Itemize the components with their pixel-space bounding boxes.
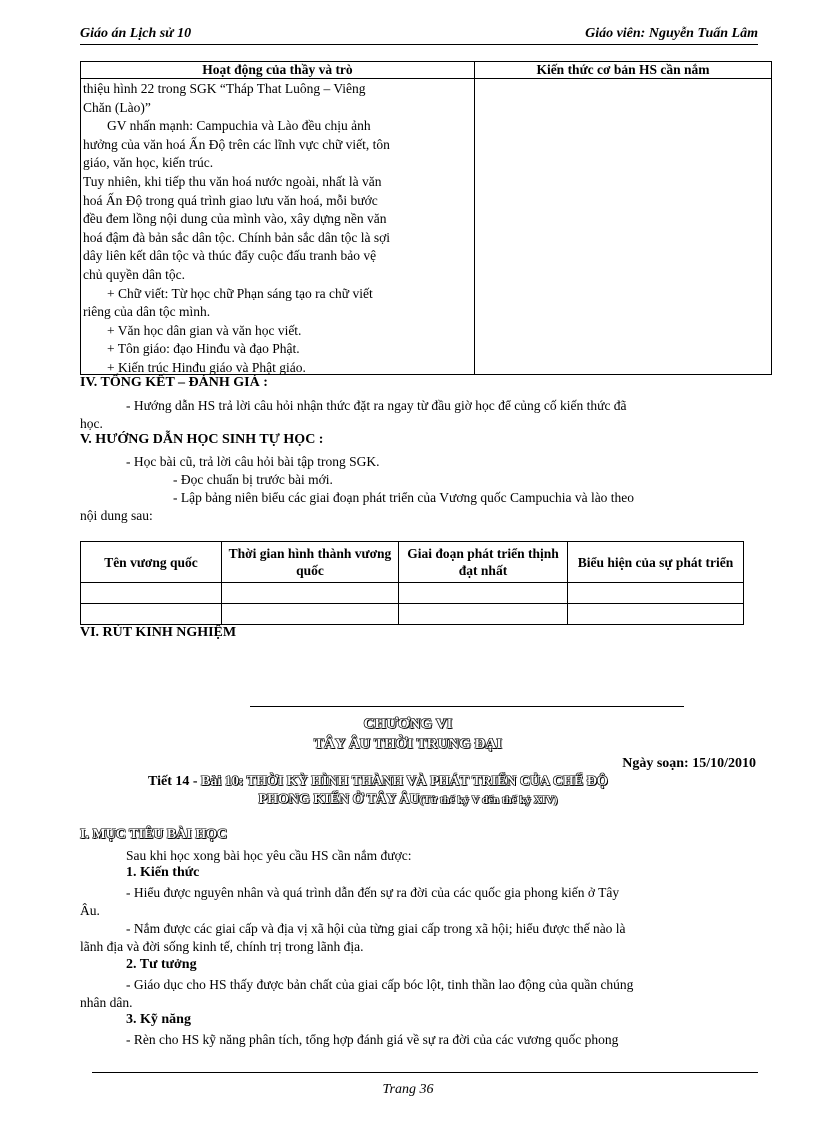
chapter-title: CHƯƠNG VI xyxy=(363,716,453,732)
chapter-subtitle: TÂY ÂU THỜI TRUNG ĐẠI xyxy=(313,736,503,752)
skills-heading: 3. Kỹ năng xyxy=(126,1012,191,1027)
activity-table xyxy=(80,61,772,375)
cell-line: đều đem lồng nội dung của mình vào, xây dựng nền văn xyxy=(83,211,387,227)
knowledge-line: lãnh địa và đời sống kinh tế, chính trị trong lãnh địa. xyxy=(80,939,364,954)
divider xyxy=(250,706,684,707)
lesson-title-line1: Bài 10: THỜI KỲ HÌNH THÀNH VÀ PHÁT TRIỂN CỦA CHẾ ĐỘ xyxy=(201,774,608,789)
section-4-line: - Hướng dẫn HS trả lời câu hỏi nhận thức đặt ra ngay từ đầu giờ học để củng cố kiến thức đã xyxy=(126,398,627,413)
knowledge-line: Âu. xyxy=(80,903,100,918)
cell-line: chủ quyền dân tộc. xyxy=(83,266,185,282)
cell-line: + Kiến trúc Hinđu giáo và Phật giáo. xyxy=(107,359,306,375)
page-header xyxy=(80,26,758,45)
lesson-title xyxy=(148,772,608,791)
page-number: Trang 36 xyxy=(382,1082,434,1097)
section-5-line: - Đọc chuẩn bị trước bài mới. xyxy=(173,472,333,487)
cell-line: hưởng của văn hoá Ấn Độ trên các lĩnh vực chữ viết, tôn xyxy=(83,136,390,152)
cell-line: thiệu hình 22 trong SGK “Tháp That Luông – Viêng xyxy=(83,81,366,96)
knowledge-line: - Hiểu được nguyên nhân và quá trình dẫn đến sự ra đời của các quốc gia phong kiến ở Tây xyxy=(126,885,620,900)
table-header: Giai đoạn phát triển thịnh đạt nhất xyxy=(407,546,559,578)
table-header: Biểu hiện của sự phát triển xyxy=(577,554,734,570)
timeline-table xyxy=(80,541,744,625)
lesson-prefix: Tiết 14 - xyxy=(148,774,202,789)
knowledge-line: - Nắm được các giai cấp và địa vị xã hội của từng giai cấp trong xã hội; hiểu được thế nào là xyxy=(126,921,626,936)
section-1-title: I. MỤC TIÊU BÀI HỌC xyxy=(80,827,228,842)
section-5-title: V. HƯỚNG DẪN HỌC SINH TỰ HỌC : xyxy=(80,432,324,447)
lesson-period: (Từ thế kỷ V đến thế kỷ XIV) xyxy=(419,794,558,806)
lesson-title-2 xyxy=(0,792,816,808)
attitude-line: nhân dân. xyxy=(80,995,133,1010)
cell-line: GV nhấn mạnh: Campuchia và Lào đều chịu ảnh xyxy=(107,118,371,134)
section-6-title: VI. RÚT KINH NGHIỆM xyxy=(80,625,237,640)
skills-line: - Rèn cho HS kỹ năng phân tích, tổng hợp đánh giá về sự ra đời của các vương quốc phong xyxy=(126,1032,619,1047)
cell-line: riêng của dân tộc mình. xyxy=(83,304,211,320)
header-teacher: Giáo viên: Nguyễn Tuấn Lâm xyxy=(585,26,758,41)
cell-line: + Tôn giáo: đạo Hinđu và đạo Phật. xyxy=(107,341,300,357)
activity-col-header: Hoạt động của thầy và trò xyxy=(202,62,353,77)
section-1-intro: Sau khi học xong bài học yêu cầu HS cần nắm được: xyxy=(126,848,412,863)
table-header: Tên vương quốc xyxy=(104,554,198,570)
section-4-title: IV. TỔNG KẾT – ĐÁNH GIÁ : xyxy=(80,375,268,390)
section-4-line: học. xyxy=(80,416,103,431)
cell-line: hoá Ấn Độ trong quá trình giao lưu văn hoá, mỗi bước xyxy=(83,192,378,208)
footer-rule xyxy=(92,1072,758,1073)
prepared-date: Ngày soạn: 15/10/2010 xyxy=(622,756,756,771)
cell-line: dây liên kết dân tộc và thúc đẩy cuộc đấu tranh bảo vệ xyxy=(83,248,377,264)
lesson-title-line2: PHONG KIẾN Ở TÂY ÂU xyxy=(258,792,420,807)
cell-line: Tuy nhiên, khi tiếp thu văn hoá nước ngoài, nhất là văn xyxy=(83,173,382,189)
section-5-line: - Lập bảng niên biểu các giai đoạn phát triển của Vương quốc Campuchia và lào theo xyxy=(173,490,635,505)
cell-line: hoá đậm đà bản sắc dân tộc. Chính bản sắc dân tộc là sợi xyxy=(83,229,391,245)
section-5-line: nội dung sau: xyxy=(80,508,153,523)
activity-cell xyxy=(83,80,463,378)
knowledge-col-header: Kiến thức cơ bản HS cần nắm xyxy=(536,62,710,77)
section-5-line: - Học bài cũ, trả lời câu hỏi bài tập trong SGK. xyxy=(126,454,380,469)
header-course: Giáo án Lịch sử 10 xyxy=(80,26,192,41)
attitude-heading: 2. Tư tưởng xyxy=(126,957,197,972)
cell-line: + Văn học dân gian và văn học viết. xyxy=(107,322,302,338)
cell-line: Chăn (Lào)” xyxy=(83,99,151,115)
cell-line: giáo, văn học, kiến trúc. xyxy=(83,155,214,171)
table-header: Thời gian hình thành vương quốc xyxy=(228,546,392,578)
knowledge-heading: 1. Kiến thức xyxy=(126,865,200,880)
attitude-line: - Giáo dục cho HS thấy được bản chất của giai cấp bóc lột, tinh thần lao động của quần chúng xyxy=(126,977,634,992)
cell-line: + Chữ viết: Từ học chữ Phạn sáng tạo ra chữ viết xyxy=(107,285,373,301)
